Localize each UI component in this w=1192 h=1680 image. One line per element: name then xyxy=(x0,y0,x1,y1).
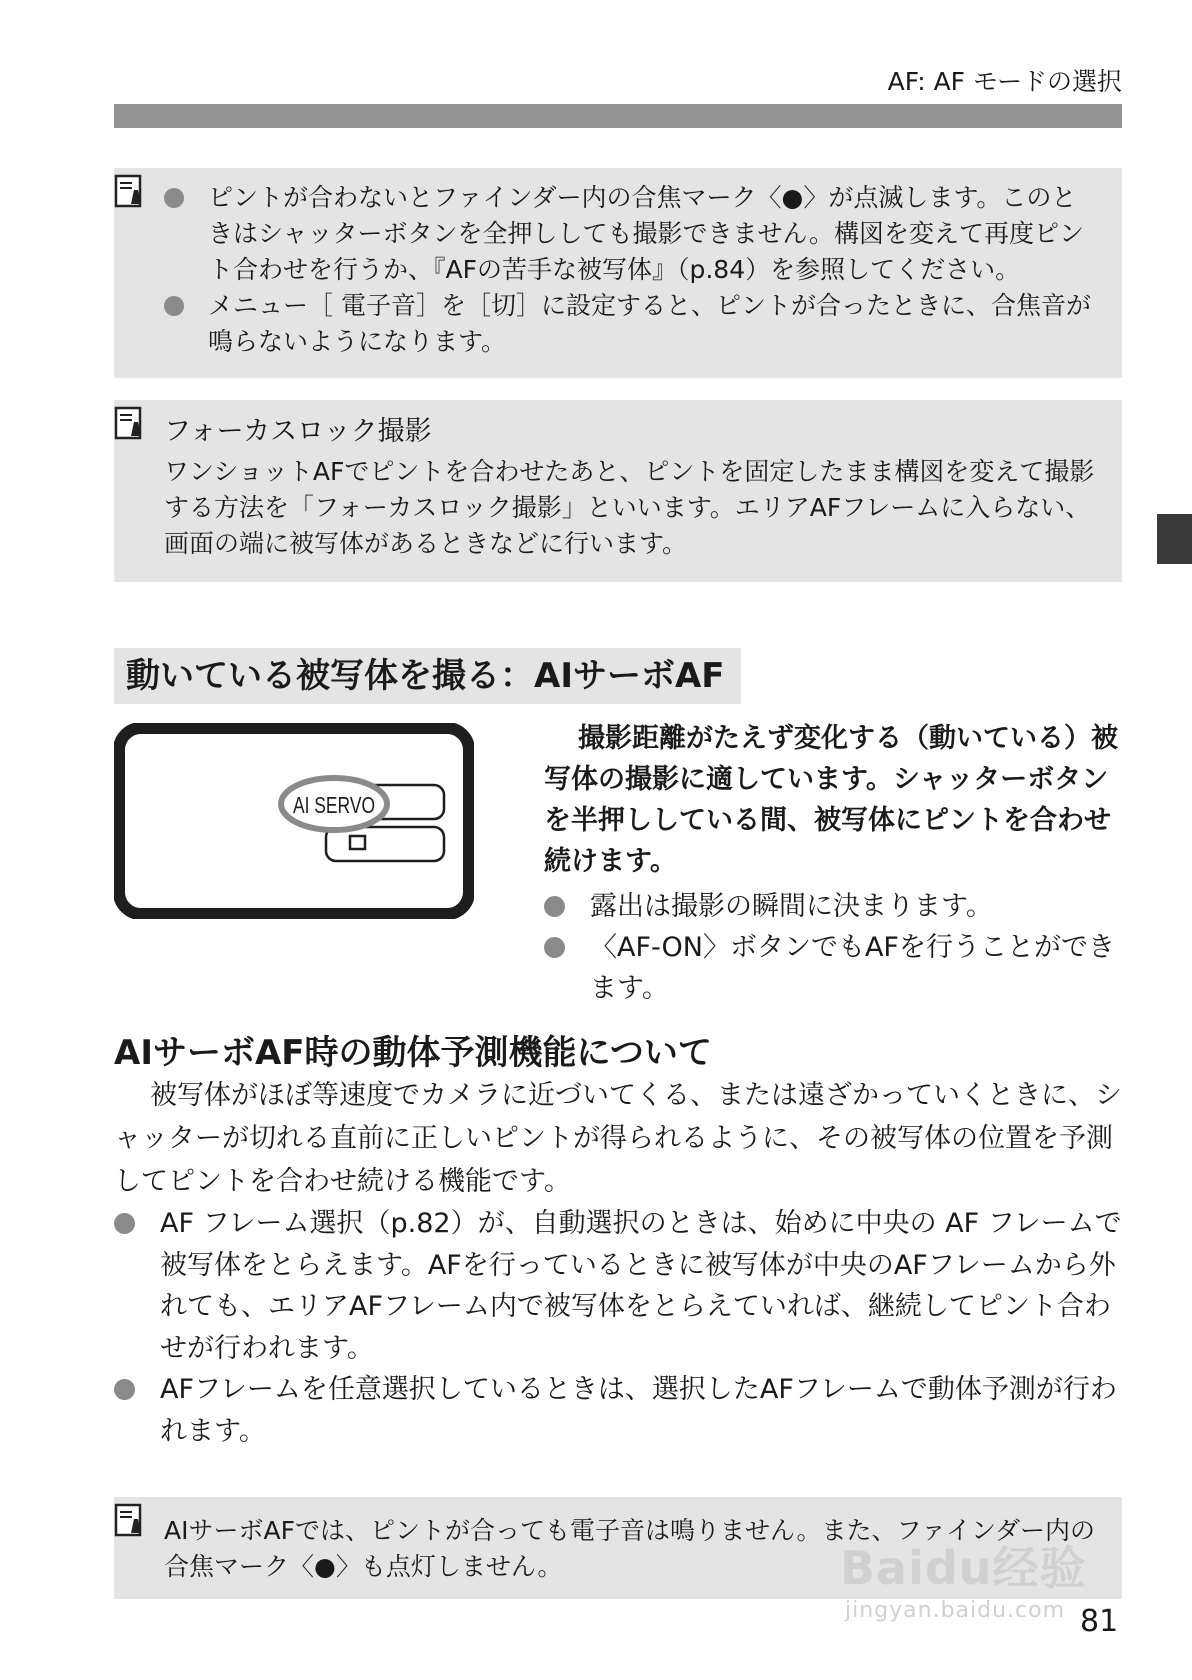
memo-icon xyxy=(114,174,144,208)
header-bar xyxy=(114,104,1122,128)
memo-icon xyxy=(114,1503,144,1537)
page-header-title: AF: AF モードの選択 xyxy=(887,67,1122,96)
ai-servo-label: AI SERVO xyxy=(293,792,375,818)
list-item: 露出は撮影の瞬間に決まります。 xyxy=(544,886,1124,927)
watermark-url: jingyan.baidu.com xyxy=(845,1598,1066,1623)
page-number: 81 xyxy=(1080,1604,1119,1639)
section-heading: 動いている被写体を撮る：AIサーボAF xyxy=(114,648,741,704)
bullet-icon xyxy=(114,1213,135,1234)
memo-icon xyxy=(114,406,144,440)
subsection-heading: AIサーボAF時の動体予測機能について xyxy=(114,1033,712,1073)
note-body: AIサーボAFでは、ピントが合っても電子音は鳴りません。また、ファインダー内の合焦マーク〈●〉も点灯しません。 xyxy=(164,1516,1095,1581)
note-body: ワンショットAFでピントを合わせたあと、ピントを固定したまま構図を変えて撮影する方法を「フォーカスロック撮影」といいます。エリアAFフレームに入らない、画面の端に被写体があるときなどに行います。 xyxy=(164,457,1095,558)
chapter-tab xyxy=(1157,514,1192,564)
ai-servo-description xyxy=(544,718,1124,1009)
bullet-icon xyxy=(164,188,184,208)
watermark-logo: Baidu经验 xyxy=(840,1541,1087,1595)
note-box-focus-warning xyxy=(114,168,1122,378)
body-paragraph: 被写体がほぼ等速度でカメラに近づいてくる、または遠ざかっていくときに、シャッターが切れる直前に正しいピントが得られるように、その被写体の位置を予測してピントを合わせ続ける機能です。 xyxy=(114,1080,1122,1197)
bullet-icon xyxy=(164,296,184,316)
lcd-panel-illustration xyxy=(114,723,474,919)
lead-text: 撮影距離がたえず変化する（動いている）被写体の撮影に適しています。シャッターボタンを半押ししている間、被写体にピントを合わせ続けます。 xyxy=(544,723,1118,877)
list-item: メニュー［ 電子音］を［切］に設定すると、ピントが合ったときに、合焦音が鳴らないようになります。 xyxy=(164,288,1098,360)
list-item: 〈AF-ON〉ボタンでもAFを行うことができます。 xyxy=(544,927,1124,1009)
predictive-bullets xyxy=(114,1203,1124,1452)
bullet-icon xyxy=(544,896,565,917)
list-item: AF フレーム選択（p.82）が、自動選択のときは、始めに中央の AF フレームで被写体をとらえます。AFを行っているときに被写体が中央のAFフレームから外れても、エリアAFフレーム内で被写体をとらえていれば、継続してピント合わせが行われます。 xyxy=(114,1203,1124,1369)
bullet-icon xyxy=(544,937,565,958)
list-item: ピントが合わないとファインダー内の合焦マーク〈●〉が点滅します。このときはシャッターボタンを全押ししても撮影できません。構図を変えて再度ピント合わせを行うか、『AFの苦手な被写体』（p.84）を参照してください。 xyxy=(164,180,1098,288)
note-box-focus-lock xyxy=(114,400,1122,582)
bullet-icon xyxy=(114,1379,135,1400)
note-title: フォーカスロック撮影 xyxy=(164,416,432,447)
list-item: AFフレームを任意選択しているときは、選択したAFフレームで動体予測が行われます。 xyxy=(114,1369,1124,1452)
